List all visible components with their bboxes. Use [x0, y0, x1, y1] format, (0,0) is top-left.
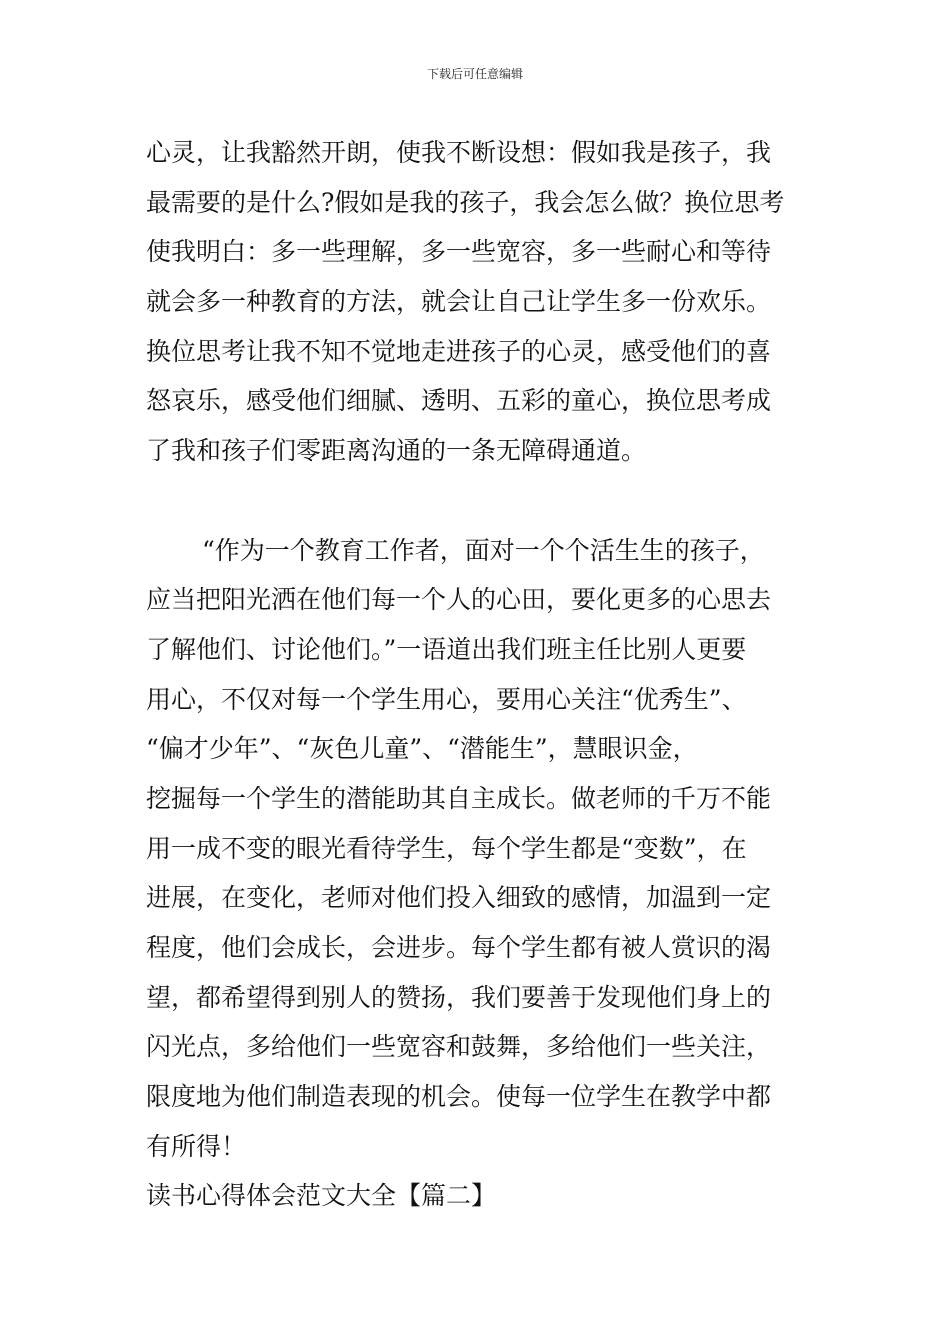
text-line: 有所得！ [146, 1131, 247, 1161]
text-line: 换位思考让我不知不觉地走进孩子的心灵，感受他们的喜 [146, 336, 772, 366]
text-line: 望，都希望得到别人的赞扬，我们要善于发现他们身上的 [146, 982, 772, 1012]
text-line: 最需要的是什么?假如是我的孩子，我会怎么做？换位思考 [146, 187, 785, 217]
page-header-note: 下载后可任意编辑 [426, 67, 523, 81]
text-line: 就会多一种教育的方法，就会让自己让学生多一份欢乐。 [146, 287, 772, 317]
paragraph-1 [146, 128, 810, 476]
text-line: 使我明白：多一些理解，多一些宽容，多一些耐心和等待 [146, 237, 772, 267]
text-line: 了解他们、讨论他们。”一语道出我们班主任比别人更要 [146, 634, 747, 664]
text-line: 用心，不仅对每一个学生用心，要用心关注“优秀生”、 [146, 684, 747, 714]
text-line: 心灵，让我豁然开朗，使我不断设想：假如我是孩子，我 [146, 138, 772, 167]
text-line: 怒哀乐，感受他们细腻、透明、五彩的童心，换位思考成 [146, 386, 772, 416]
text-line: 程度，他们会成长，会进步。每个学生都有被人赏识的渴 [146, 933, 772, 962]
text-line: 闪光点，多给他们一些宽容和鼓舞，多给他们一些关注， [146, 1032, 772, 1062]
text-line: “作为一个教育工作者，面对一个个活生生的孩子， [202, 535, 765, 565]
document-body [146, 128, 810, 1221]
text-line: 进展，在变化，老师对他们投入细致的感情，加温到一定 [146, 883, 772, 913]
paragraph-spacer [146, 476, 810, 526]
text-line: 了我和孩子们零距离沟通的一条无障碍通道。 [146, 436, 647, 466]
text-line: 用一成不变的眼光看待学生，每个学生都是“变数”，在 [146, 833, 747, 863]
text-line: “偏才少年”、“灰色儿童”、“潜能生”，慧眼识金， [146, 734, 698, 764]
text-line: 挖掘每一个学生的潜能助其自主成长。做老师的千万不能 [146, 783, 772, 813]
text-line: 应当把阳光洒在他们每一个人的心田，要化更多的心思去 [146, 585, 772, 615]
paragraph-2 [146, 526, 810, 1172]
section-heading: 读书心得体会范文大全【篇二】 [146, 1181, 497, 1211]
text-line: 限度地为他们制造表现的机会。使每一位学生在教学中都 [146, 1082, 772, 1112]
